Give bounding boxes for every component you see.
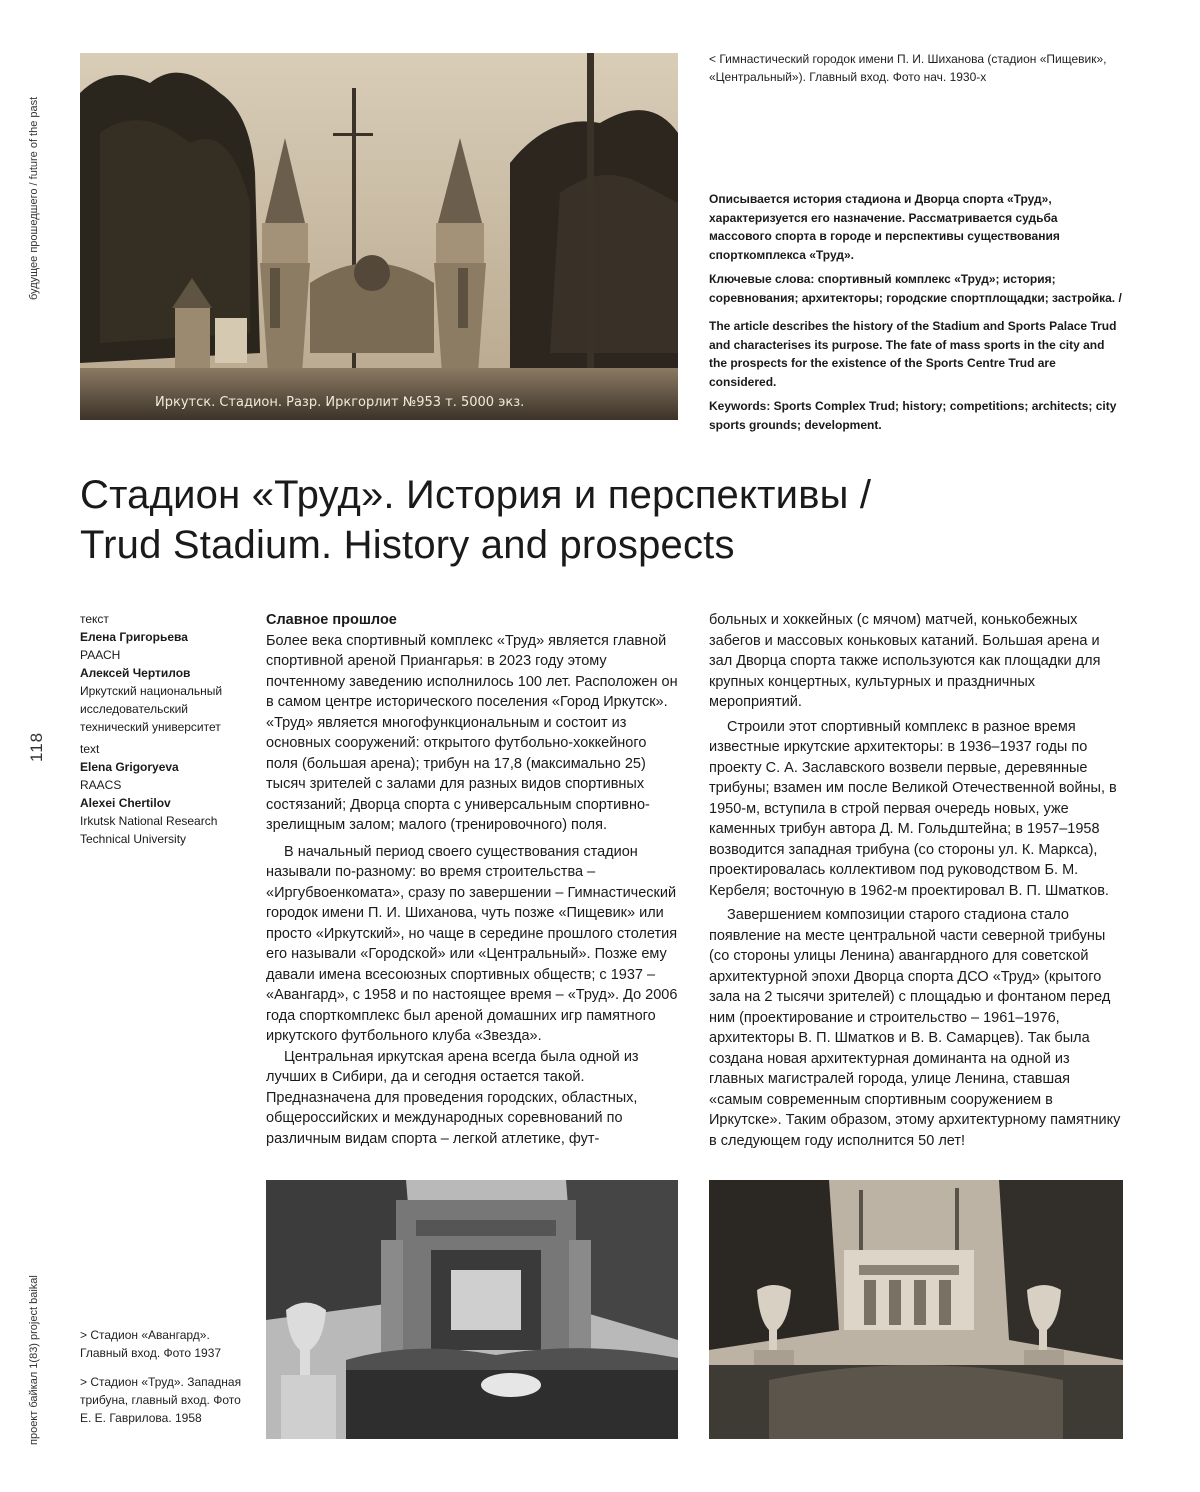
credits-label-ru: текст — [80, 612, 109, 626]
running-head-bottom: проект байкал 1(83) project baikal — [28, 1275, 40, 1445]
photo-caption-trud: > Стадион «Труд». Западная трибуна, главный вход. Фото Е. Е. Гаврилова. 1958 — [80, 1375, 242, 1425]
keywords-ru: Ключевые слова: спортивный комплекс «Труд»; история; соревнования; архитекторы; городские спортплощадки; застройка. / — [709, 272, 1122, 305]
title-line-en: Trud Stadium. History and prospects — [80, 523, 735, 567]
abstract-ru: Описывается история стадиона и Дворца спорта «Труд», характеризуется его назначение. Рассматривается судьба массового спорта в городе и перспективы существования спорткомплекса «Труд». — [709, 192, 1060, 262]
section-heading: Славное прошлое — [266, 612, 397, 628]
author-credits — [80, 610, 250, 848]
paragraph: Завершением композиции старого стадиона стало появление на месте центральной части северной трибуны (со стороны улицы Ленина) авангардного для советской архитектурной эпохи Дворца спорта ДСО «Труд» (крытого зала на 2 тысячи зрителей) с площадью и фонтаном перед ним (проектирование и строительство – 1961–1976, архитекторы В. П. Шматков и В. В. Самарцев). Так была создана новая архитектурная доминанта на одной из главных магистралей города, улице Ленина, ставшая «самым современным спортивным сооружением в Иркутске». Таким образом, этому архитектурному памятнику в следующем году исполнится 50 лет! — [709, 907, 1121, 1149]
keywords-en: Keywords: Sports Complex Trud; history; competitions; architects; city sports grounds; development. — [709, 399, 1117, 432]
abstract-en: The article describes the history of the Stadium and Sports Palace Trud and characterises its purpose. The fate of mass sports in the city and the prospects for the existence of the Sports Centre Trud are considered. — [709, 319, 1117, 389]
author-1-org-ru: РААСН — [80, 648, 121, 662]
paragraph: больных и хоккейных (с мячом) матчей, конькобежных забегов и массовых коньковых катаний. Большая арена и зал Дворца спорта также используются как площадки для крупных концертных, культурных и праздничных мероприятий. — [709, 612, 1101, 710]
paragraph: Строили этот спортивный комплекс в разное время известные иркутские архитекторы: в 1936–1937 годы по проекту С. А. Заславского возвели первые, деревянные трибуны; взамен им после Великой Отечественной войны, в 1950-м, вступила в строй первая очередь новых, уже каменных трибун автора Д. М. Гольдштейна; в 1957–1958 возводится западная трибуна (со стороны ул. К. Маркса), проектировалась коллективом под руководством Б. М. Кербеля; восточную в 1962-м проектировал В. П. Шматков. — [709, 718, 1117, 899]
photo-caption-avangard: > Стадион «Авангард». Главный вход. Фото 1937 — [80, 1328, 222, 1360]
page-number: 118 — [27, 731, 46, 762]
author-2-en: Alexei Chertilov — [80, 796, 171, 810]
author-2-org-ru: Иркутский национальный исследовательский технический университет — [80, 684, 223, 734]
credits-label-en: text — [80, 742, 100, 756]
author-1-ru: Елена Григорьева — [80, 630, 188, 644]
author-2-org-en: Irkutsk National Research Technical University — [80, 814, 218, 846]
title-line-ru: Стадион «Труд». История и перспективы / — [80, 473, 872, 517]
article-title — [80, 470, 1140, 570]
author-2-ru: Алексей Чертилов — [80, 666, 191, 680]
top-photo-caption: < Гимнастический городок имени П. И. Шиханова (стадион «Пищевик», «Центральный»). Главный вход. Фото нач. 1930-х — [709, 52, 1107, 84]
paragraph: Центральная иркутская арена всегда была одной из лучших в Сибири, да и сегодня остается такой. Предназначена для проведения городских, областных, общероссийских и международных соревнований по различным видам спорта – легкой атлетике, фут- — [266, 1048, 639, 1147]
photo-avangard-entrance — [266, 1180, 678, 1439]
body-column-1 — [266, 610, 678, 1149]
top-photo-inscription: Иркутск. Стадион. Разр. Иркгорлит №953 т. 5000 экз. — [155, 395, 525, 410]
running-head-top: будущее прошедшего / future of the past — [28, 96, 40, 300]
paragraph: Более века спортивный комплекс «Труд» является главной спортивной ареной Приангарья: в 2023 году этому почтенному заведению исполнилось 100 лет. Расположен он в самом центре исторического поселения «Город Иркутск». «Труд» является многофункциональным и состоит из основных сооружений: открытого футбольно-хоккейного поля (большая арена); трибун на 17,8 (максимально 25) тысяч зрителей с залами для разных видов спортивных состязаний; Дворца спорта с универсальным спортивно-зрелищным залом; малого (тренировочного) поля. — [266, 632, 678, 833]
author-1-org-en: RAACS — [80, 778, 122, 792]
paragraph: В начальный период своего существования стадион называли по-разному: во время строительства – «Иргубвоенкомата», сразу по завершении – Гимнастический городок имени П. И. Шиханова, чуть позже «Пищевик» или просто «Иркутский», но чаще в середине прошлого столетия его называли «Городской» или «Центральный». Позже ему давали имена всесоюзных спортивных обществ; с 1937 – «Авангард», с 1958 и по настоящее время – «Труд». До 2006 года спорткомплекс был ареной домашних игр памятного иркутского футбольного клуба «Звезда». — [266, 843, 678, 1044]
photo-trud-west-stand — [709, 1180, 1123, 1439]
abstract — [709, 190, 1123, 440]
author-1-en: Elena Grigoryeva — [80, 760, 179, 774]
body-column-2 — [709, 610, 1123, 1151]
top-photo-stadium-gate — [80, 53, 678, 420]
